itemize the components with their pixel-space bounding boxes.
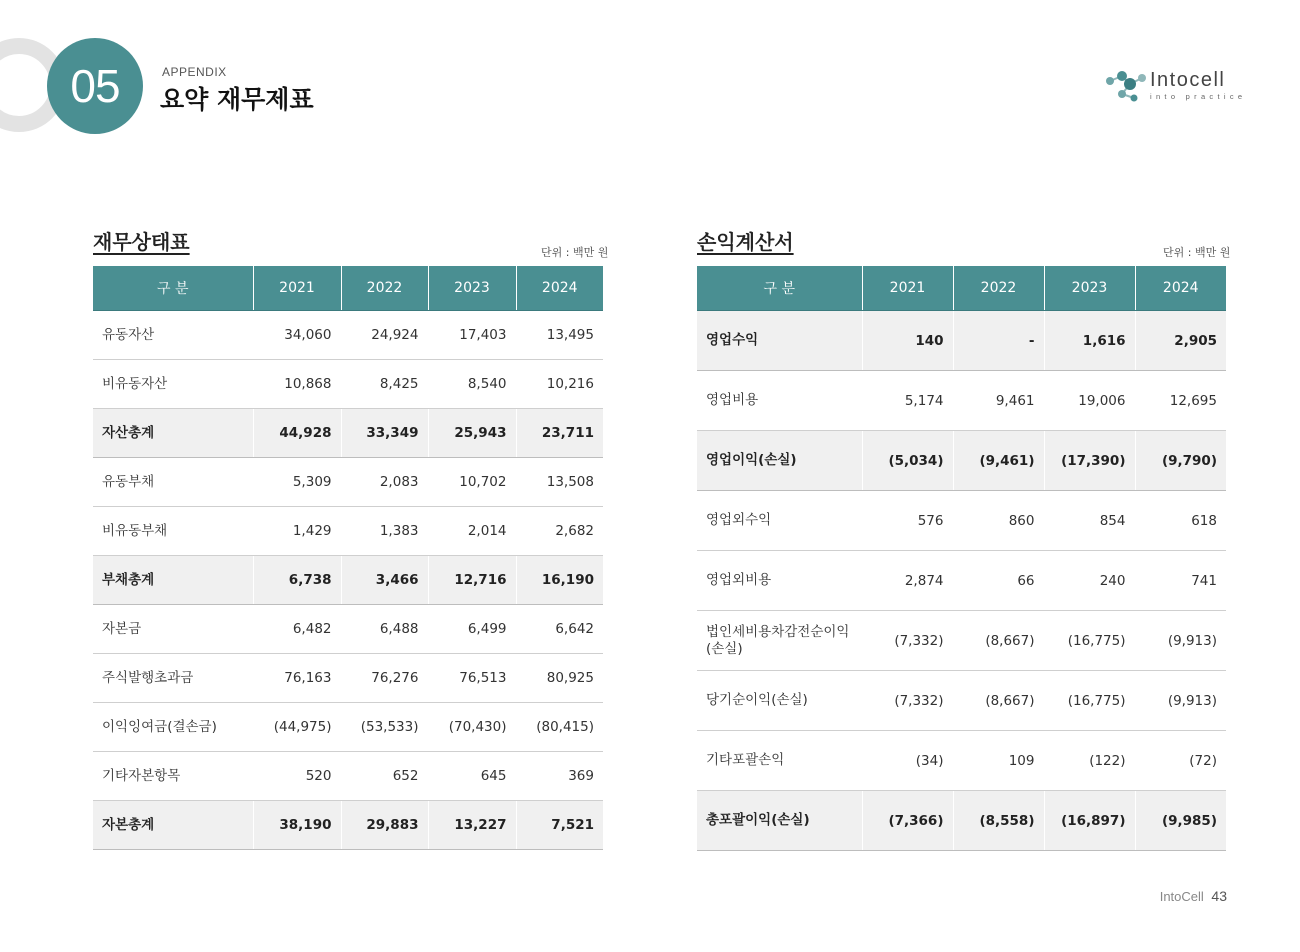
cell-value: 29,883 [341,801,428,850]
column-header-year: 2021 [862,266,953,311]
cell-value: 33,349 [341,409,428,458]
cell-value: 520 [253,752,341,801]
row-label: 자본금 [93,605,253,654]
cell-value: 5,309 [253,458,341,507]
cell-value: (17,390) [1044,431,1135,491]
cell-value: 8,425 [341,360,428,409]
cell-value: (9,913) [1135,611,1226,671]
cell-value: (9,790) [1135,431,1226,491]
footer [1160,888,1227,904]
row-label: 영업이익(손실) [697,431,862,491]
cell-value: 741 [1135,551,1226,611]
cell-value: 38,190 [253,801,341,850]
logo-name: Intocell [1150,69,1226,91]
column-header-category: 구 분 [697,266,862,311]
row-label: 이익잉여금(결손금) [93,703,253,752]
page-title: 요약 재무제표 [160,85,314,114]
cell-value: (8,667) [953,611,1044,671]
row-label: 기타자본항목 [93,752,253,801]
cell-value: (80,415) [516,703,603,752]
cell-value: 13,227 [428,801,516,850]
cell-value: (7,332) [862,671,953,731]
row-label: 자산총계 [93,409,253,458]
column-header-year: 2024 [516,266,603,311]
row-label: 당기순이익(손실) [697,671,862,731]
table-row [697,671,1226,731]
cell-value: 369 [516,752,603,801]
cell-value: 76,276 [341,654,428,703]
cell-value: 1,383 [341,507,428,556]
cell-value: 34,060 [253,311,341,360]
cell-value: (9,913) [1135,671,1226,731]
balance-sheet-table [93,266,603,850]
table-row [697,791,1226,851]
cell-value: 10,868 [253,360,341,409]
cell-value: 2,682 [516,507,603,556]
row-label: 영업비용 [697,371,862,431]
table-row [93,654,603,703]
cell-value: 1,429 [253,507,341,556]
income-statement-title: 손익계산서 [697,230,794,254]
column-header-year: 2023 [1044,266,1135,311]
cell-value: 17,403 [428,311,516,360]
table-row [697,731,1226,791]
cell-value: 652 [341,752,428,801]
column-header-category: 구 분 [93,266,253,311]
column-header-year: 2022 [341,266,428,311]
table-row [697,491,1226,551]
cell-value: 2,905 [1135,311,1226,371]
cell-value: 645 [428,752,516,801]
cell-value: 7,521 [516,801,603,850]
cell-value: (8,558) [953,791,1044,851]
cell-value: 16,190 [516,556,603,605]
cell-value: (53,533) [341,703,428,752]
row-label: 영업수익 [697,311,862,371]
cell-value: 80,925 [516,654,603,703]
cell-value: 10,702 [428,458,516,507]
cell-value: 24,924 [341,311,428,360]
balance-sheet-title: 재무상태표 [93,230,190,254]
column-header-year: 2022 [953,266,1044,311]
income-statement-table [697,266,1226,851]
table-row [93,556,603,605]
row-label: 비유동자산 [93,360,253,409]
cell-value: (7,332) [862,611,953,671]
row-label: 기타포괄손익 [697,731,862,791]
cell-value: (16,897) [1044,791,1135,851]
cell-value: 2,014 [428,507,516,556]
row-label: 총포괄이익(손실) [697,791,862,851]
table-row [697,371,1226,431]
row-label: 유동자산 [93,311,253,360]
cell-value: 44,928 [253,409,341,458]
cell-value: 10,216 [516,360,603,409]
table-row [93,507,603,556]
row-label: 주식발행초과금 [93,654,253,703]
table-row [697,611,1226,671]
cell-value: (5,034) [862,431,953,491]
cell-value: 6,499 [428,605,516,654]
cell-value: 12,695 [1135,371,1226,431]
table-row [697,551,1226,611]
table-row [93,703,603,752]
row-label: 부채총계 [93,556,253,605]
page-number: 43 [1211,888,1227,904]
cell-value: 6,488 [341,605,428,654]
cell-value: (44,975) [253,703,341,752]
cell-value: 13,508 [516,458,603,507]
cell-value: 6,642 [516,605,603,654]
table-row [93,458,603,507]
table-row [93,752,603,801]
table-row [697,311,1226,371]
table-row [93,801,603,850]
cell-value: 19,006 [1044,371,1135,431]
section-number-badge [47,38,143,134]
cell-value: 854 [1044,491,1135,551]
cell-value: 140 [862,311,953,371]
balance-sheet-unit: 단위 : 백만 원 [541,246,609,259]
income-statement-unit: 단위 : 백만 원 [1163,246,1231,259]
cell-value: (70,430) [428,703,516,752]
row-label: 자본총계 [93,801,253,850]
table-header-row [93,266,603,311]
cell-value: (34) [862,731,953,791]
cell-value: (9,985) [1135,791,1226,851]
cell-value: 109 [953,731,1044,791]
row-label: 비유동부채 [93,507,253,556]
cell-value: 66 [953,551,1044,611]
logo-tagline: into practice [1150,92,1247,101]
cell-value: (8,667) [953,671,1044,731]
cell-value: (16,775) [1044,611,1135,671]
table-row [93,409,603,458]
cell-value: (122) [1044,731,1135,791]
footer-brand: IntoCell [1159,889,1204,904]
cell-value: 23,711 [516,409,603,458]
table-row [697,431,1226,491]
cell-value: (72) [1135,731,1226,791]
row-label: 영업외수익 [697,491,862,551]
cell-value: 2,083 [341,458,428,507]
cell-value: 618 [1135,491,1226,551]
cell-value: 76,513 [428,654,516,703]
column-header-year: 2023 [428,266,516,311]
cell-value: 9,461 [953,371,1044,431]
section-number: 05 [70,60,120,112]
cell-value: 576 [862,491,953,551]
cell-value: 860 [953,491,1044,551]
table-row [93,311,603,360]
cell-value: 12,716 [428,556,516,605]
cell-value: (16,775) [1044,671,1135,731]
table-row [93,360,603,409]
appendix-label: APPENDIX [162,65,227,79]
cell-value: 8,540 [428,360,516,409]
cell-value: - [953,311,1044,371]
table-header-row [697,266,1226,311]
cell-value: 5,174 [862,371,953,431]
column-header-year: 2021 [253,266,341,311]
column-header-year: 2024 [1135,266,1226,311]
table-row [93,605,603,654]
cell-value: 240 [1044,551,1135,611]
cell-value: 6,482 [253,605,341,654]
cell-value: 2,874 [862,551,953,611]
cell-value: 6,738 [253,556,341,605]
cell-value: 25,943 [428,409,516,458]
cell-value: (9,461) [953,431,1044,491]
row-label: 유동부채 [93,458,253,507]
cell-value: 13,495 [516,311,603,360]
cell-value: 1,616 [1044,311,1135,371]
row-label: 영업외비용 [697,551,862,611]
row-label: 법인세비용차감전순이익 (손실) [697,611,862,671]
cell-value: (7,366) [862,791,953,851]
cell-value: 3,466 [341,556,428,605]
cell-value: 76,163 [253,654,341,703]
